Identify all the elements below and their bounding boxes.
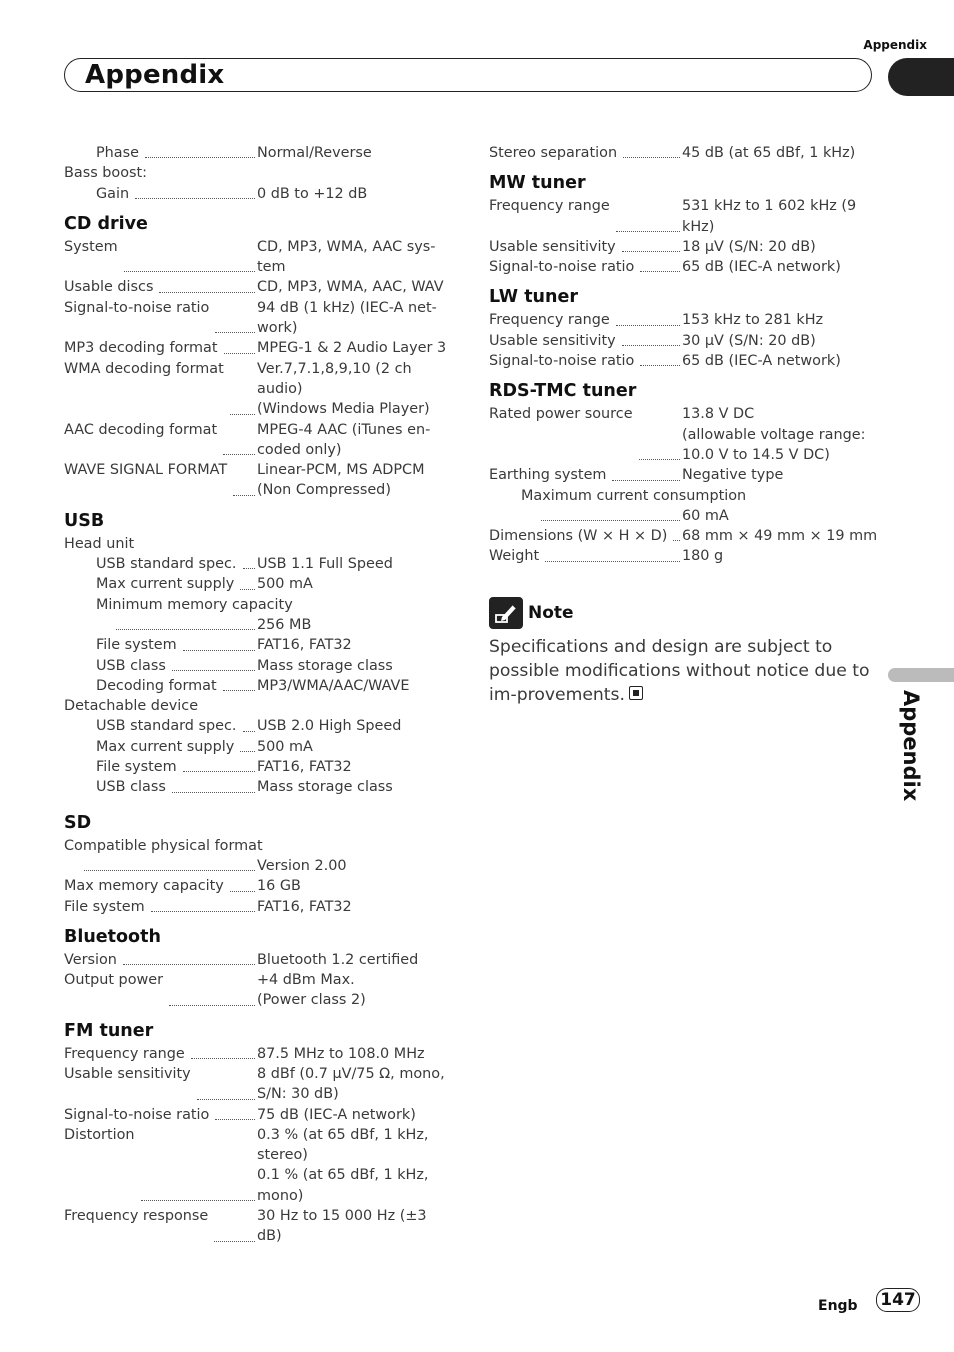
spec-row: System CD, MP3, WMA, AAC sys- tem	[64, 238, 436, 276]
spec-row: Gain 0 dB to +12 dB	[96, 185, 368, 202]
spec-group-label: Detachable device	[64, 698, 199, 715]
spec-row: Distortion 0.3 % (at 65 dBf, 1 kHz, stereo) 0.1 % (at 65 dBf, 1 kHz, mono)	[64, 1126, 429, 1204]
spec-row: Dimensions (W × H × D) 68 mm × 49 mm × 19 mm	[489, 528, 878, 545]
spec-row: Signal-to-noise ratio 65 dB (IEC-A network)	[489, 353, 841, 370]
spec-label-line: Minimum memory capacity	[96, 596, 293, 613]
title-bar	[64, 58, 872, 92]
spec-row: File system FAT16, FAT32	[96, 637, 352, 654]
spec-row: File system FAT16, FAT32	[96, 759, 352, 776]
note-label: Note	[528, 602, 574, 623]
spec-row: Frequency range 531 kHz to 1 602 kHz (9 kHz)	[489, 198, 857, 235]
section-heading: CD drive	[64, 213, 148, 234]
spec-row: Frequency range 153 kHz to 281 kHz	[489, 312, 824, 329]
page-number: 147	[876, 1288, 920, 1312]
section-heading: LW tuner	[489, 287, 578, 308]
section-heading: USB	[64, 510, 105, 531]
spec-row: USB class Mass storage class	[96, 779, 393, 796]
spec-row: Signal-to-noise ratio 75 dB (IEC-A network)	[64, 1106, 416, 1123]
spec-row: Signal-to-noise ratio 65 dB (IEC-A network)	[489, 259, 841, 276]
spec-group-label: Bass boost:	[64, 165, 147, 182]
spec-row: Earthing system Negative type	[489, 467, 784, 484]
cd-drive-section	[64, 213, 454, 501]
fm-tuner-section	[64, 1020, 454, 1247]
spec-group-label: Head unit	[64, 535, 135, 552]
spec-row: Max current supply 500 mA	[96, 738, 313, 755]
rds-tmc-tuner-section	[489, 380, 879, 566]
spec-row: Max memory capacity 16 GB	[64, 878, 301, 895]
spec-row: Signal-to-noise ratio 94 dB (1 kHz) (IEC-A net- work)	[64, 299, 437, 337]
spec-row: WMA decoding format Ver.7,7.1,8,9,10 (2 ch audio) (Windows Media Player)	[64, 360, 430, 418]
amp-section	[64, 143, 454, 204]
left-column	[64, 143, 454, 1247]
spec-row: Phase Normal/Reverse	[96, 145, 372, 161]
note-header	[489, 597, 879, 629]
note-text: Specifications and design are subject to possible modifications without notice due to im-provements.	[489, 636, 870, 705]
running-header: Appendix	[863, 38, 927, 52]
spec-row: Frequency response 30 Hz to 15 000 Hz (±3 dB)	[64, 1208, 427, 1245]
right-column	[489, 143, 879, 707]
spec-row: Frequency range 87.5 MHz to 108.0 MHz	[64, 1045, 425, 1062]
page-title: Appendix	[85, 60, 225, 90]
stereo-section	[489, 143, 879, 163]
side-tab-marker	[888, 668, 954, 682]
footer-language: Engb	[818, 1298, 858, 1314]
spec-row: 256 MB	[64, 615, 454, 635]
spec-row: Rated power source 13.8 V DC (allowable voltage range: 10.0 V to 14.5 V DC)	[489, 406, 866, 463]
spec-row: Decoding format MP3/WMA/AAC/WAVE	[96, 677, 410, 694]
spec-row: WAVE SIGNAL FORMAT Linear-PCM, MS ADPCM (Non Compressed)	[64, 462, 425, 499]
section-heading: MW tuner	[489, 173, 586, 194]
spec-row: USB standard spec. USB 1.1 Full Speed	[96, 556, 393, 573]
chapter-tab	[888, 58, 954, 96]
spec-row: Stereo separation 45 dB (at 65 dBf, 1 kHz)	[489, 145, 856, 161]
spec-row: File system FAT16, FAT32	[64, 898, 352, 915]
spec-row: Usable sensitivity 8 dBf (0.7 μV/75 Ω, mono, S/N: 30 dB)	[64, 1065, 445, 1103]
spec-row: Weight 180 g	[489, 548, 724, 565]
spec-row: Usable sensitivity 18 μV (S/N: 20 dB)	[489, 238, 816, 255]
spec-row: Version 2.00	[64, 856, 454, 876]
section-heading: FM tuner	[64, 1020, 154, 1041]
spec-row: Usable discs CD, MP3, WMA, AAC, WAV	[64, 279, 444, 296]
section-heading: SD	[64, 812, 92, 833]
section-heading: Bluetooth	[64, 926, 161, 947]
spec-row: MP3 decoding format MPEG-1 & 2 Audio Layer 3	[64, 340, 447, 357]
mw-tuner-section	[489, 172, 879, 277]
lw-tuner-section	[489, 286, 879, 371]
spec-row: AAC decoding format MPEG-4 AAC (iTunes en- coded only)	[64, 421, 431, 458]
spec-label-line: Compatible physical format	[64, 837, 263, 854]
spec-row: Usable sensitivity 30 μV (S/N: 20 dB)	[489, 332, 816, 349]
sd-section	[64, 812, 454, 917]
note-pencil-icon	[489, 597, 523, 629]
spec-row: USB standard spec. USB 2.0 High Speed	[96, 718, 402, 735]
spec-row: Output power +4 dBm Max. (Power class 2)	[64, 972, 366, 1009]
spec-label-line: Maximum current consumption	[521, 487, 747, 504]
side-tab-label: Appendix	[899, 690, 923, 802]
spec-row: 60 mA	[489, 506, 879, 526]
bluetooth-section	[64, 926, 454, 1011]
spec-row: Version Bluetooth 1.2 certified	[64, 951, 419, 968]
section-heading: RDS-TMC tuner	[489, 381, 637, 402]
end-mark-icon	[629, 686, 643, 700]
usb-section	[64, 510, 454, 798]
spec-row: USB class Mass storage class	[96, 657, 393, 674]
spec-row: Max current supply 500 mA	[96, 576, 313, 593]
